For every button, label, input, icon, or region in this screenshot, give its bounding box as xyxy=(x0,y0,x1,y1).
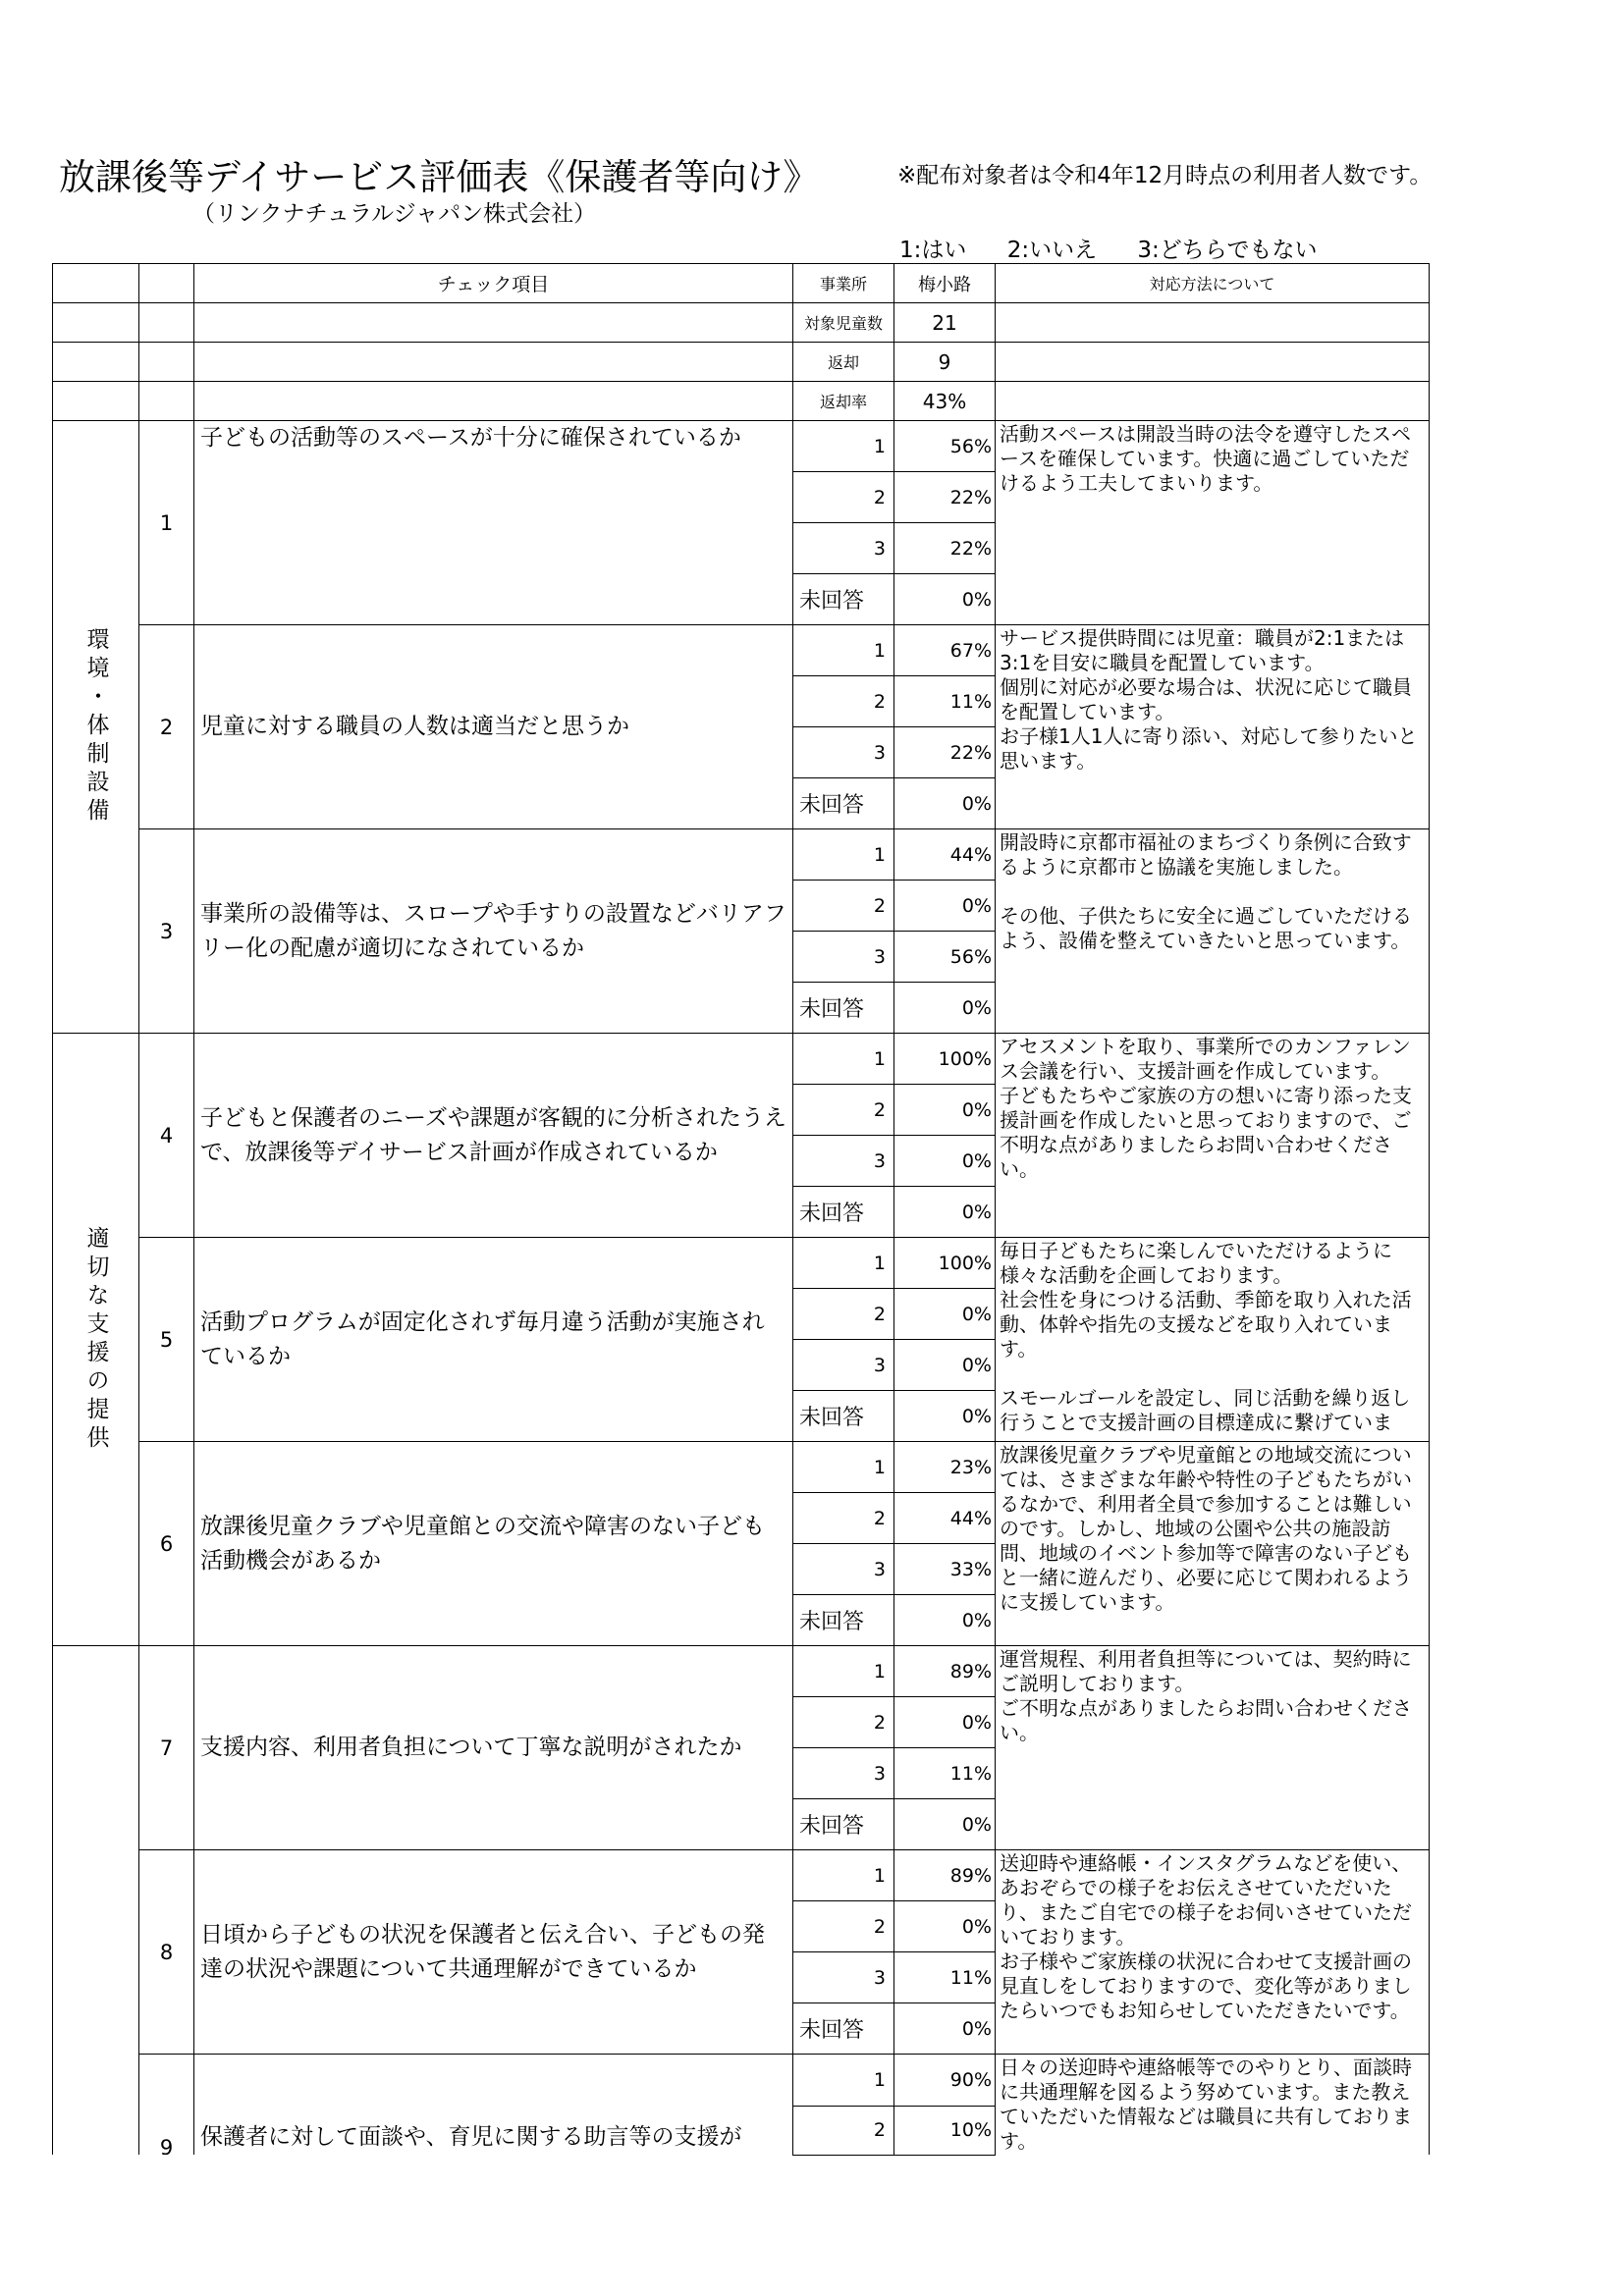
stats-row-returned xyxy=(53,343,1430,382)
choice-percentage: 0% xyxy=(894,1289,996,1340)
choice-row xyxy=(53,1034,1430,1085)
choice-label: 未回答 xyxy=(793,1799,894,1850)
choice-label: 1 xyxy=(793,829,894,881)
choice-label: 1 xyxy=(793,2055,894,2107)
question-number: 6 xyxy=(139,1442,194,1646)
choice-percentage: 90% xyxy=(894,2055,996,2107)
choice-percentage: 89% xyxy=(894,1646,996,1697)
choice-percentage: 0% xyxy=(894,881,996,932)
choice-percentage: 0% xyxy=(894,1136,996,1187)
choice-label: 未回答 xyxy=(793,1391,894,1442)
stat-label-returned: 返却 xyxy=(793,343,894,382)
question-text: 保護者に対して面談や、育児に関する助言等の支援が xyxy=(194,2055,793,2156)
response-text: アセスメントを取り、事業所でのカンファレンス会議を行い、支援計画を作成しています。 子どもたちやご家族の方の想いに寄り添った支援計画を作成したいと思っておりますので、ご不明な点がありましたらお問い合わせください。 xyxy=(1000,1035,1412,1181)
choice-label: 2 xyxy=(793,1085,894,1136)
response-cell xyxy=(996,1034,1430,1238)
header-response: 対応方法について xyxy=(996,264,1430,303)
choice-percentage: 11% xyxy=(894,676,996,727)
choice-percentage: 67% xyxy=(894,625,996,676)
response-text: 日々の送迎時や連絡帳等でのやりとり、面談時に共通理解を図るよう努めています。また教えていただいた情報などは職員に共有しております。 xyxy=(1000,2056,1412,2153)
choice-percentage: 0% xyxy=(894,1340,996,1391)
choice-percentage: 22% xyxy=(894,727,996,778)
choice-percentage: 0% xyxy=(894,1901,996,1952)
choice-percentage: 0% xyxy=(894,2003,996,2055)
choice-label: 未回答 xyxy=(793,2003,894,2055)
choice-label: 3 xyxy=(793,932,894,983)
question-number: 2 xyxy=(139,625,194,829)
response-cell xyxy=(996,1850,1430,2055)
choice-label: 2 xyxy=(793,2107,894,2155)
choice-label: 3 xyxy=(793,727,894,778)
response-text: 放課後児童クラブや児童館との地域交流については、さまざまな年齢や特性の子どもたちがいるなかで、利用者全員で参加することは難しいのです。しかし、地域の公園や公共の施設訪問、地域のイベント参加等で障害のない子どもと一緒に遊んだり、必要に応じて関われるように支援しています。 xyxy=(1000,1443,1412,1614)
choice-row xyxy=(53,1646,1430,1697)
evaluation-table xyxy=(52,263,1430,2156)
choice-row xyxy=(53,625,1430,676)
stat-value-returned: 9 xyxy=(894,343,996,382)
choice-percentage: 44% xyxy=(894,829,996,881)
choice-row xyxy=(53,1442,1430,1493)
choice-percentage: 89% xyxy=(894,1850,996,1901)
category-cell xyxy=(53,421,139,1034)
response-cell xyxy=(996,1238,1430,1442)
question-text: 子どもと保護者のニーズや課題が客観的に分析されたうえで、放課後等デイサービス計画が作成されているか xyxy=(194,1034,793,1238)
choice-label: 2 xyxy=(793,1493,894,1544)
choice-label: 未回答 xyxy=(793,1595,894,1646)
question-text: 児童に対する職員の人数は適当だと思うか xyxy=(194,625,793,829)
choice-label: 2 xyxy=(793,881,894,932)
question-text: 放課後児童クラブや児童館との交流や障害のない子ども活動機会があるか xyxy=(194,1442,793,1646)
question-text: 子どもの活動等のスペースが十分に確保されているか xyxy=(194,421,793,625)
header-site: 梅小路 xyxy=(894,264,996,303)
question-number: 1 xyxy=(139,421,194,625)
choice-percentage: 22% xyxy=(894,523,996,574)
header-check-item: チェック項目 xyxy=(194,264,793,303)
choice-percentage: 100% xyxy=(894,1238,996,1289)
choice-percentage: 56% xyxy=(894,421,996,472)
choice-percentage: 44% xyxy=(894,1493,996,1544)
choice-percentage: 0% xyxy=(894,983,996,1034)
header-office: 事業所 xyxy=(793,264,894,303)
answer-legend xyxy=(899,232,1351,264)
company-name: （リンクナチュラルジャパン株式会社） xyxy=(192,201,597,227)
response-text: 運営規程、利用者負担等については、契約時にご説明しております。 ご不明な点がありましたらお問い合わせください。 xyxy=(1000,1647,1412,1744)
category-label: 環境・体制設備 xyxy=(82,627,109,827)
page-title: 放課後等デイサービス評価表《保護者等向け》 xyxy=(59,156,820,198)
choice-label: 2 xyxy=(793,1289,894,1340)
stats-row-rate xyxy=(53,382,1430,421)
choice-percentage: 0% xyxy=(894,778,996,829)
question-text: 活動プログラムが固定化されず毎月違う活動が実施されているか xyxy=(194,1238,793,1442)
choice-label: 未回答 xyxy=(793,1187,894,1238)
choice-percentage: 22% xyxy=(894,472,996,523)
legend-yes: 1:はい xyxy=(899,238,967,263)
choice-percentage: 0% xyxy=(894,1697,996,1748)
response-cell xyxy=(996,2055,1430,2156)
choice-label: 3 xyxy=(793,523,894,574)
choice-label: 未回答 xyxy=(793,574,894,625)
choice-row xyxy=(53,1850,1430,1901)
choice-percentage: 0% xyxy=(894,1595,996,1646)
question-text: 支援内容、利用者負担について丁寧な説明がされたか xyxy=(194,1646,793,1850)
question-number: 9 xyxy=(139,2055,194,2156)
choice-label: 2 xyxy=(793,1697,894,1748)
question-text: 事業所の設備等は、スロープや手すりの設置などバリアフリー化の配慮が適切になされているか xyxy=(194,829,793,1034)
stat-value-target: 21 xyxy=(894,303,996,343)
choice-percentage: 56% xyxy=(894,932,996,983)
choice-label: 3 xyxy=(793,1136,894,1187)
response-text: サービス提供時間には児童：職員が2:1または3:1を目安に職員を配置しています。 個別に対応が必要な場合は、状況に応じて職員を配置しています。 お子様1人1人に寄り添い、対応して参りたいと思います。 xyxy=(1000,626,1418,773)
stat-label-rate: 返却率 xyxy=(793,382,894,421)
choice-row xyxy=(53,2055,1430,2107)
choice-label: 3 xyxy=(793,1340,894,1391)
choice-label: 未回答 xyxy=(793,983,894,1034)
choice-label: 1 xyxy=(793,1850,894,1901)
question-number: 7 xyxy=(139,1646,194,1850)
response-cell xyxy=(996,1646,1430,1850)
table-header-row xyxy=(53,264,1430,303)
choice-label: 3 xyxy=(793,1952,894,2003)
stats-row-target xyxy=(53,303,1430,343)
choice-label: 2 xyxy=(793,472,894,523)
choice-percentage: 10% xyxy=(894,2107,996,2155)
response-cell xyxy=(996,829,1430,1034)
response-cell xyxy=(996,625,1430,829)
distribution-note: ※配布対象者は令和4年12月時点の利用者人数です。 xyxy=(897,163,1433,188)
choice-percentage: 33% xyxy=(894,1544,996,1595)
choice-label: 1 xyxy=(793,625,894,676)
choice-row xyxy=(53,829,1430,881)
choice-label: 1 xyxy=(793,1646,894,1697)
question-text: 日頃から子どもの状況を保護者と伝え合い、子どもの発達の状況や課題について共通理解ができているか xyxy=(194,1850,793,2055)
stat-value-rate: 43% xyxy=(894,382,996,421)
category-cell xyxy=(53,1034,139,1646)
choice-label: 未回答 xyxy=(793,778,894,829)
choice-percentage: 0% xyxy=(894,1799,996,1850)
response-text: 毎日子どもたちに楽しんでいただけるように様々な活動を企画しております。 社会性を身につける活動、季節を取り入れた活動、体幹や指先の支援などを取り入れています。 スモールゴールを設定し、同じ活動を繰り返し行うことで支援計画の目標達成に繋げていま xyxy=(1000,1239,1412,1434)
choice-label: 2 xyxy=(793,676,894,727)
category-cell xyxy=(53,1646,139,2156)
choice-percentage: 0% xyxy=(894,1391,996,1442)
question-number: 3 xyxy=(139,829,194,1034)
question-number: 4 xyxy=(139,1034,194,1238)
choice-percentage: 11% xyxy=(894,1748,996,1799)
choice-label: 1 xyxy=(793,421,894,472)
response-text: 送迎時や連絡帳・インスタグラムなどを使い、あおぞらでの様子をお伝えさせていただいたり、またご自宅での様子をお伺いさせていただいております。 お子様やご家族様の状況に合わせて支援計画の見直しをしておりますので、変化等がありましたらいつでもお知らせしていただきたいです。 xyxy=(1000,1851,1412,2022)
question-number: 8 xyxy=(139,1850,194,2055)
stat-label-target: 対象児童数 xyxy=(793,303,894,343)
question-number: 5 xyxy=(139,1238,194,1442)
choice-row xyxy=(53,1238,1430,1289)
choice-label: 1 xyxy=(793,1442,894,1493)
response-text: 活動スペースは開設当時の法令を遵守したスペースを確保しています。快適に過ごしていただけるよう工夫してまいります。 xyxy=(1000,422,1411,495)
choice-label: 2 xyxy=(793,1901,894,1952)
legend-no: 2:いいえ xyxy=(1006,238,1098,263)
choice-percentage: 100% xyxy=(894,1034,996,1085)
choice-percentage: 11% xyxy=(894,1952,996,2003)
choice-row xyxy=(53,421,1430,472)
choice-label: 1 xyxy=(793,1238,894,1289)
choice-label: 3 xyxy=(793,1748,894,1799)
choice-percentage: 0% xyxy=(894,574,996,625)
response-text: 開設時に京都市福祉のまちづくり条例に合致するように京都市と協議を実施しました。 その他、子供たちに安全に過ごしていただけるよう、設備を整えていきたいと思っています。 xyxy=(1000,830,1412,952)
choice-percentage: 23% xyxy=(894,1442,996,1493)
response-cell xyxy=(996,1442,1430,1646)
choice-percentage: 0% xyxy=(894,1187,996,1238)
choice-percentage: 0% xyxy=(894,1085,996,1136)
legend-neither: 3:どちらでもない xyxy=(1137,238,1318,263)
response-cell xyxy=(996,421,1430,625)
category-label: 適切な支援の提供 xyxy=(82,1225,109,1454)
choice-label: 1 xyxy=(793,1034,894,1085)
choice-label: 3 xyxy=(793,1544,894,1595)
